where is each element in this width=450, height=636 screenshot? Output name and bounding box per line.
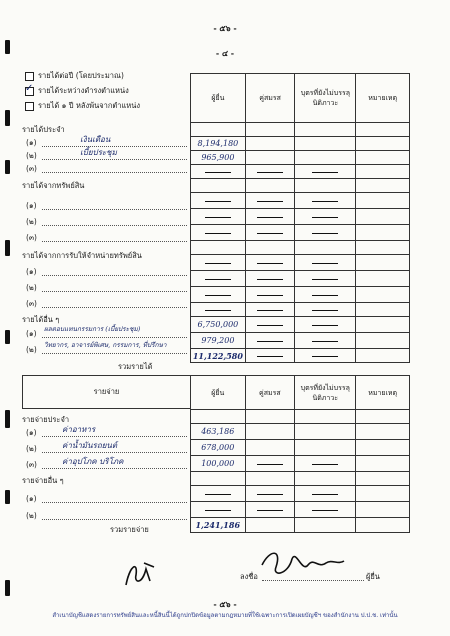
dash-mark [257, 279, 283, 280]
row-number: (๑) [26, 494, 37, 503]
filer-amount [191, 255, 246, 271]
row-number: (๒) [26, 151, 37, 160]
col-remark: หมายเหตุ [356, 74, 410, 123]
empty-cell [245, 165, 295, 179]
dash-mark [312, 295, 338, 296]
footer-note: สำเนาบัญชีแสดงรายการทรัพย์สินและหนี้สินนี้ได้ถูกปกปิดข้อมูลตามกฎหมายที่ใช้เฉพาะการเปิดเผยบัญชีฯ ของสำนักงาน ป.ป.ช. เท่านั้น [52, 612, 398, 619]
checkbox-icon[interactable] [25, 102, 34, 111]
dotted-line [42, 468, 187, 469]
empty-cell [245, 424, 295, 440]
empty-cell [295, 518, 356, 533]
empty-cell [245, 193, 295, 209]
dash-mark [312, 356, 338, 357]
dash-mark [205, 217, 231, 218]
income-desc: วิทยากร, อาจารย์พิเศษ, กรรมการ, ที่ปรึกษา [44, 341, 167, 349]
empty-cell [295, 209, 356, 225]
table-row [191, 241, 410, 255]
option-label: รายได้ ๑ ปี หลังพ้นจากตำแหน่ง [38, 101, 141, 110]
empty-cell [295, 303, 356, 317]
dash-mark [205, 233, 231, 234]
col-spouse: คู่สมรส [245, 376, 295, 410]
row-number: (๒) [26, 283, 37, 292]
dotted-line [42, 159, 187, 160]
filer-amount [191, 287, 246, 303]
row-number: (๑) [26, 201, 37, 210]
row-number: (๓) [26, 299, 37, 308]
income-desc: เงินเดือน [80, 135, 111, 144]
empty-cell [245, 225, 295, 241]
empty-cell [245, 502, 295, 518]
empty-cell [356, 241, 410, 255]
empty-cell [356, 440, 410, 456]
empty-cell [356, 317, 410, 333]
empty-cell [245, 209, 295, 225]
income-asset-title: รายได้จากทรัพย์สิน [22, 181, 85, 190]
table-row [191, 410, 410, 424]
empty-cell [295, 151, 356, 165]
page-number-top: - ๕๖ - [213, 24, 237, 33]
table-row [191, 333, 410, 349]
filer-amount [191, 472, 246, 486]
dash-mark [257, 510, 283, 511]
option-annual[interactable] [25, 70, 124, 82]
row-number: (๓) [26, 164, 37, 173]
table-row [191, 440, 410, 456]
empty-cell [245, 410, 295, 424]
empty-cell [245, 151, 295, 165]
dash-mark [257, 325, 283, 326]
signature-line [262, 580, 364, 581]
income-table [190, 73, 410, 363]
empty-cell [295, 225, 356, 241]
dash-mark [312, 217, 338, 218]
filer-amount [191, 225, 246, 241]
table-row [191, 502, 410, 518]
filer-amount [191, 179, 246, 193]
filer-signature-icon [258, 545, 348, 579]
empty-cell [295, 165, 356, 179]
binder-mark [5, 110, 10, 126]
table-row [191, 255, 410, 271]
dash-mark [205, 494, 231, 495]
empty-cell [356, 303, 410, 317]
empty-cell [356, 518, 410, 533]
row-number: (๑) [26, 138, 37, 147]
expense-table [190, 375, 410, 533]
dash-mark [257, 295, 283, 296]
empty-cell [295, 486, 356, 502]
empty-cell [356, 137, 410, 151]
empty-cell [245, 255, 295, 271]
dash-mark [312, 325, 338, 326]
empty-cell [356, 472, 410, 486]
dash-mark [257, 263, 283, 264]
empty-cell [356, 486, 410, 502]
empty-cell [356, 123, 410, 137]
table-row [191, 209, 410, 225]
empty-cell [245, 440, 295, 456]
empty-cell [295, 349, 356, 363]
empty-cell [295, 255, 356, 271]
filer-amount [191, 123, 246, 137]
dash-mark [312, 341, 338, 342]
expense-desc: ค่าน้ำมันรถยนต์ [62, 441, 118, 450]
empty-cell [295, 137, 356, 151]
empty-cell [356, 225, 410, 241]
dash-mark [312, 310, 338, 311]
expense-total-label: รวมรายจ่าย [110, 525, 149, 534]
income-other-title: รายได้อื่น ๆ [22, 315, 60, 324]
col-children: บุตรที่ยังไม่บรรลุนิติภาวะ [295, 74, 356, 123]
table-row [191, 317, 410, 333]
empty-cell [245, 518, 295, 533]
option-label: รายได้ต่อปี (โดยประมาณ) [38, 71, 124, 80]
dash-mark [257, 356, 283, 357]
dotted-line [42, 502, 187, 503]
income-sale-title: รายได้จากการรับให้จำหน่ายทรัพย์สิน [22, 251, 142, 260]
table-row [191, 225, 410, 241]
checkbox-checked-icon[interactable] [25, 87, 34, 96]
page-subnumber: - ๔ - [215, 49, 235, 58]
table-row [191, 424, 410, 440]
dotted-line [42, 519, 187, 520]
dash-mark [205, 510, 231, 511]
dash-mark [257, 233, 283, 234]
empty-cell [356, 255, 410, 271]
empty-cell [295, 317, 356, 333]
empty-cell [295, 241, 356, 255]
table-row [191, 472, 410, 486]
empty-cell [295, 502, 356, 518]
dash-mark [205, 201, 231, 202]
row-number: (๑) [26, 267, 37, 276]
empty-cell [245, 333, 295, 349]
income-regular-title: รายได้ประจำ [22, 125, 65, 134]
filer-amount: 979,200 [191, 333, 246, 349]
binder-mark [5, 490, 10, 504]
empty-cell [295, 410, 356, 424]
filer-amount [191, 502, 246, 518]
dash-mark [312, 464, 338, 465]
empty-cell [245, 317, 295, 333]
col-remark: หมายเหตุ [356, 376, 410, 410]
option-during-term[interactable] [25, 85, 129, 97]
empty-cell [245, 137, 295, 151]
dash-mark [205, 279, 231, 280]
row-number: (๑) [26, 428, 37, 437]
dotted-line [42, 172, 187, 173]
initials-signature-icon [120, 555, 160, 591]
filer-amount [191, 165, 246, 179]
binder-mark [5, 240, 10, 256]
expense-desc: ค่าอุปโภค บริโภค [62, 457, 124, 466]
income-total-label: รวมรายได้ [118, 362, 153, 371]
signature-label: ลงชื่อ [240, 572, 258, 581]
dotted-line [42, 337, 187, 338]
dash-mark [205, 263, 231, 264]
filer-amount: 678,000 [191, 440, 246, 456]
empty-cell [295, 456, 356, 472]
empty-cell [245, 241, 295, 255]
empty-cell [295, 193, 356, 209]
row-number: (๒) [26, 217, 37, 226]
dotted-line [42, 452, 187, 453]
filer-amount: 100,000 [191, 456, 246, 472]
table-row [191, 349, 410, 363]
empty-cell [245, 271, 295, 287]
empty-cell [295, 179, 356, 193]
row-number: (๓) [26, 460, 37, 469]
empty-cell [356, 502, 410, 518]
filer-amount: 8,194,180 [191, 137, 246, 151]
row-number: (๒) [26, 345, 37, 354]
dash-mark [257, 201, 283, 202]
filer-amount [191, 486, 246, 502]
expense-col-label: รายจ่าย [22, 375, 190, 409]
col-filer: ผู้ยื่น [191, 74, 246, 123]
empty-cell [245, 287, 295, 303]
dash-mark [312, 172, 338, 173]
table-row [191, 123, 410, 137]
table-row [191, 271, 410, 287]
dotted-line [42, 275, 187, 276]
dash-mark [257, 494, 283, 495]
filer-amount [191, 410, 246, 424]
dotted-line [42, 436, 187, 437]
dash-mark [312, 233, 338, 234]
dash-mark [312, 263, 338, 264]
filer-amount [191, 271, 246, 287]
empty-cell [356, 179, 410, 193]
empty-cell [245, 486, 295, 502]
filer-amount [191, 209, 246, 225]
empty-cell [295, 333, 356, 349]
table-row [191, 518, 410, 533]
dotted-line [42, 241, 187, 242]
filer-amount [191, 193, 246, 209]
table-row [191, 303, 410, 317]
empty-cell [295, 424, 356, 440]
col-filer: ผู้ยื่น [191, 376, 246, 410]
empty-cell [295, 472, 356, 486]
dash-mark [312, 279, 338, 280]
dash-mark [205, 310, 231, 311]
option-label: รายได้ระหว่างดำรงตำแหน่ง [38, 86, 129, 95]
empty-cell [356, 333, 410, 349]
empty-cell [245, 472, 295, 486]
empty-cell [356, 209, 410, 225]
expense-desc: ค่าอาหาร [62, 425, 96, 434]
signature-role: ผู้ยื่น [366, 572, 380, 581]
dash-mark [312, 201, 338, 202]
filer-amount: 6,750,000 [191, 317, 246, 333]
dash-mark [257, 217, 283, 218]
binder-mark [5, 160, 10, 174]
income-desc: ผลตอบแทนกรรมการ (เบี้ยประชุม) [44, 325, 141, 333]
table-row [191, 456, 410, 472]
empty-cell [356, 424, 410, 440]
table-row [191, 137, 410, 151]
empty-cell [245, 456, 295, 472]
filer-amount [191, 303, 246, 317]
dotted-line [42, 353, 187, 354]
filer-amount: 965,900 [191, 151, 246, 165]
empty-cell [356, 349, 410, 363]
table-row [191, 179, 410, 193]
empty-cell [245, 349, 295, 363]
dash-mark [312, 510, 338, 511]
filer-amount: 463,186 [191, 424, 246, 440]
empty-cell [295, 123, 356, 137]
col-children: บุตรที่ยังไม่บรรลุนิติภาวะ [295, 376, 356, 410]
empty-cell [356, 151, 410, 165]
row-number: (๓) [26, 233, 37, 242]
option-after-term[interactable] [25, 100, 140, 112]
binder-mark [5, 330, 10, 344]
table-row [191, 193, 410, 209]
empty-cell [356, 456, 410, 472]
empty-cell [356, 165, 410, 179]
expense-regular-title: รายจ่ายประจำ [22, 415, 70, 424]
checkbox-icon[interactable] [25, 72, 34, 81]
table-row [191, 165, 410, 179]
empty-cell [356, 193, 410, 209]
table-row [191, 486, 410, 502]
binder-mark [5, 410, 10, 428]
dash-mark [257, 172, 283, 173]
income-desc: เบี้ยประชุม [80, 148, 117, 157]
empty-cell [356, 287, 410, 303]
row-number: (๒) [26, 444, 37, 453]
dotted-line [42, 209, 187, 210]
table-row [191, 287, 410, 303]
col-spouse: คู่สมรส [245, 74, 295, 123]
empty-cell [295, 440, 356, 456]
table-row [191, 151, 410, 165]
binder-mark [5, 580, 10, 596]
row-number: (๑) [26, 329, 37, 338]
page-number-bottom: - ๕๖ - [213, 600, 237, 609]
dash-mark [205, 295, 231, 296]
empty-cell [245, 123, 295, 137]
empty-cell [295, 271, 356, 287]
row-number: (๒) [26, 511, 37, 520]
dash-mark [257, 464, 283, 465]
empty-cell [245, 179, 295, 193]
dash-mark [257, 341, 283, 342]
filer-amount: 11,122,580 [191, 349, 246, 363]
dotted-line [42, 225, 187, 226]
expense-other-title: รายจ่ายอื่น ๆ [22, 476, 64, 485]
empty-cell [356, 410, 410, 424]
dotted-line [42, 291, 187, 292]
filer-amount [191, 241, 246, 255]
empty-cell [356, 271, 410, 287]
filer-amount: 1,241,186 [191, 518, 246, 533]
dash-mark [205, 172, 231, 173]
dotted-line [42, 307, 187, 308]
dash-mark [312, 494, 338, 495]
empty-cell [295, 287, 356, 303]
dash-mark [257, 310, 283, 311]
empty-cell [245, 303, 295, 317]
